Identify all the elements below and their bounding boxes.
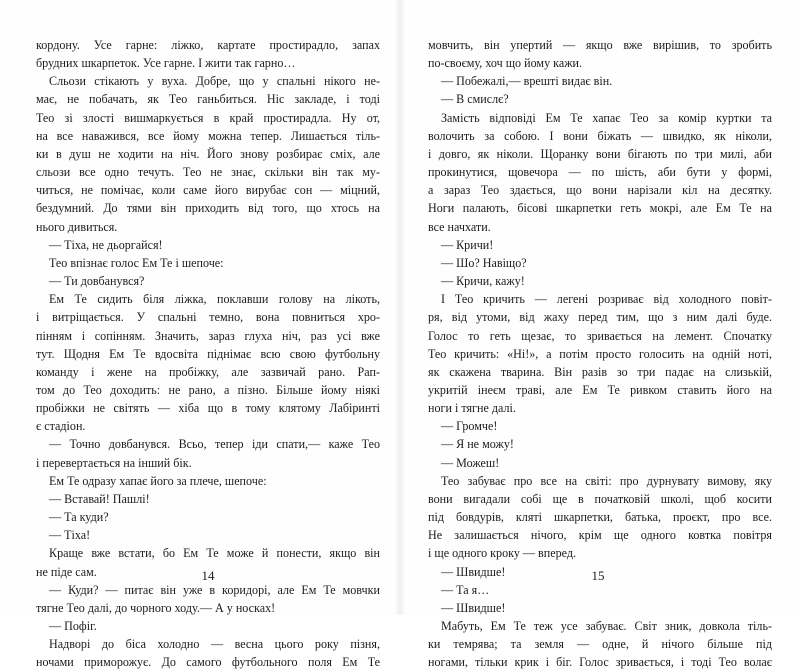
text-line: і довго, як ніколи. Щоранку вони бігають по три милі, аби [428,146,772,161]
text-line: Тео впізнає голос Ем Те і шепоче: [49,255,224,270]
text-line: прокинутися, щовечора — по шість, аби бути у формі, [428,165,772,180]
text-line: а зараз Тео здається, що вони нарізали кіл на десятку. [428,183,772,198]
text-line: Краще вже встати, бо Ем Те може й понести, якщо він [49,546,380,561]
text-line: сльози все одно течуть. Тео не знає, скільки він так му- [36,165,380,180]
text-line: мовчить, він упертий — якщо вже вирішив, то зробить [428,38,772,52]
text-line: все начхати. [428,219,491,234]
text-line: І Тео кричить — легені розриває від холодного повіт- [441,292,772,307]
text-line: — Тіха! [49,528,91,543]
text-line: по-своєму, хоч що йому кажи. [428,56,583,71]
text-line: кордону. Усе гарне: ліжко, картате простирадло, запах [36,38,380,52]
text-line: ки в душ не ходити на ніч. Його знову розбирає сміх, але [36,146,380,161]
text-line: ночами приморожує. До самого футбольного поля Ем Те [36,655,380,670]
text-line: і перевертається на інший бік. [36,455,192,470]
text-line: під бовдурів, кляті шкарпетки, батька, проєкт, про все. [428,510,772,525]
text-line: — Можеш! [441,455,500,470]
text-line: Ем Те одразу хапає його за плече, шепоче: [49,473,267,488]
text-line: — Кричи! [441,237,494,252]
text-line: і ще одного кроку — вперед. [428,546,577,561]
text-line: вони вигадали собі ще в початковій школі, щоб косити [428,491,772,506]
text-line: Сльози стікають у вуха. Добре, що у спальні нікого не- [49,74,380,89]
text-line: Ноги палають, бісові шкарпетки геть мокрі, але Ем Те на [428,201,772,216]
text-line: нього дивиться. [36,219,118,234]
text-line: Ем Те сидить біля ліжка, поклавши голову на лікоть, [49,292,380,307]
text-line: не піде сам. [36,564,97,579]
text-line: — Побежалі,— врешті видає він. [441,74,613,89]
text-line: як скажена тварина. Він разів зо три падає на слизькій, [428,364,772,379]
text-line: — Вставай! Пашлі! [49,491,150,506]
text-line: — Точно довбанувся. Всьо, тепер іди спати,— каже Тео [49,437,380,452]
text-line: — Швидше! [441,600,506,615]
text-line: — Пофіг. [49,619,97,633]
text-line: — Куди? — питає він уже в коридорі, але Ем Те мовчки [49,582,380,597]
book-gutter [396,0,404,615]
text-line: Голос то геть щезає, то зривається на лемент. Спочатку [428,328,772,343]
text-line: є стадіон. [36,419,86,434]
text-line: — Шо? Навіщо? [441,255,527,270]
text-line: — Та я… [441,582,490,597]
text-line: ногами, тільки крик і біг. Голос зривається, і тоді Тео волає [428,655,772,670]
text-line: Тео зі злості вишмаркується в край простирадла. Ну от, [36,110,380,125]
text-line: — Швидше! [441,564,506,579]
text-line: тут. Щодня Ем Те вдосвіта піднімає всю свою футбольну [36,346,380,361]
text-line: — Та куди? [49,510,109,525]
text-line: на все наважився, все йому можна тепер. Лишається тіль- [36,128,380,143]
text-line: ноги і тягне далі. [428,401,516,416]
text-line: укритій інеєм траві, але Ем Те ривком ставить його на [428,382,772,397]
text-line: — Громче! [441,419,498,434]
text-line: — Кричи, кажу! [441,274,525,289]
text-line: — Тіха, не дьоргайся! [49,237,163,252]
text-line: Тео кричить: «Ні!», а потім просто голосить на одній ноті, [428,346,772,361]
text-line: волочить за собою. І вони біжать — швидко, як ніколи, [428,128,772,143]
text-line: ря, від утоми, від жаху перед тим, що з ним далі буде. [428,310,772,325]
text-line: — Ти довбанувся? [49,274,145,289]
left-page-number: 14 [201,568,215,583]
text-line: Надворі до біса холодно — весна цього року пізня, [49,637,380,652]
text-line: читься, не помічає, коли саме його вирубає сон — міцний, [36,183,380,198]
text-line: пробіжки не світять — хіба що в тому клятому Лабіринті [36,401,380,416]
text-line: том до Тео доходить: не рано, а пізно. Більше йому ніякі [36,382,380,397]
text-line: Замість відповіді Ем Те хапає Тео за комір куртки та [441,110,772,125]
text-line: тягне Тео далі, до чорного ходу.— А у носках! [36,600,276,615]
text-line: ки темрява; та земля — одне, й нічого більше під [428,637,772,652]
text-line: брудних шкарпеток. Усе гарне. І жити так гарно… [36,56,296,71]
right-page-number: 15 [591,568,605,583]
text-line: — В смислє? [441,92,509,107]
text-line: пінням і сопінням. Значить, зараз глуха ніч, раз усі вже [36,328,380,343]
text-line: має, не побачать, як Тео ганьбиться. Ніс закладе, і тоді [36,92,380,107]
text-line: команду і жене на пробіжку, але зазвичай рано. Рап- [36,364,380,379]
text-line: — Я не можу! [441,437,514,452]
text-line: і витріщається. У спальні темно, вона повниться хро- [36,310,380,325]
text-line: Не залишається нічого, крім ще одного ковтка повітря [428,528,772,543]
text-line: бездумний. До тями він приходить від того, що хтось на [36,201,380,216]
text-line: Мабуть, Ем Те теж усе забуває. Світ зник, довкола тіль- [441,619,772,633]
text-line: Тео забуває про все на світі: про дурнувату вимову, яку [441,473,772,488]
